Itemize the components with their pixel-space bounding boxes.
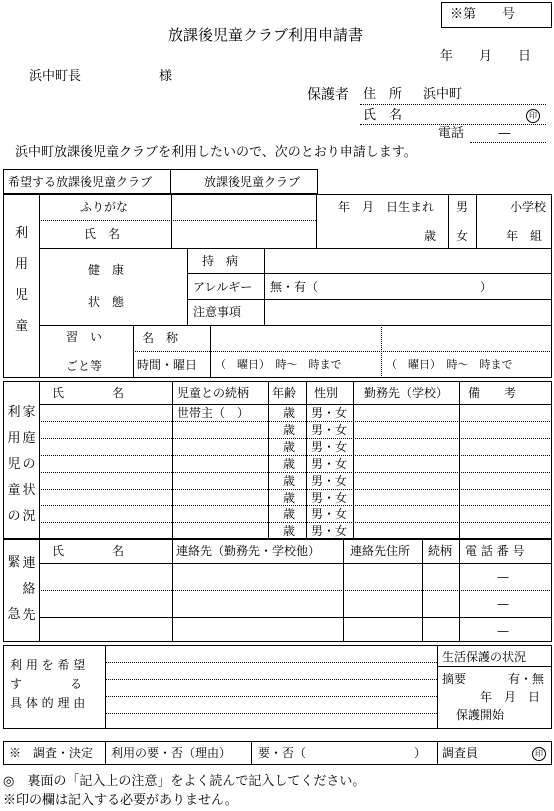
- reason-label-3: 具 体 的 理 由: [10, 696, 86, 710]
- emergency-label-a: 緊: [7, 555, 21, 570]
- family-row-divider: [39, 455, 552, 456]
- family-age-unit[interactable]: 歳: [283, 423, 296, 437]
- grade-label: 年 組: [506, 229, 543, 243]
- lesson-time-1[interactable]: （ 曜日） 時〜 時まで: [215, 358, 342, 371]
- need-value[interactable]: 要・否（: [258, 746, 307, 760]
- welfare-summary: 摘要: [442, 672, 467, 686]
- phone-label: 電話: [438, 126, 465, 141]
- family-age-unit[interactable]: 歳: [283, 507, 296, 521]
- inspector-seal-icon: 印: [532, 746, 546, 761]
- family-row-divider: [39, 505, 552, 506]
- footer-note-2: ※印の欄は記入する必要がありません。: [3, 793, 238, 808]
- illness-label: 持 病: [202, 254, 239, 268]
- head-of-household[interactable]: 世帯主（ ）: [177, 406, 250, 420]
- emergency-phone-dash-2[interactable]: —: [497, 597, 509, 611]
- family-age-unit[interactable]: 歳: [283, 474, 296, 488]
- emergency-header-relation: 続柄: [428, 544, 453, 558]
- family-gender-options[interactable]: 男・女: [311, 474, 348, 488]
- review-label: ※ 調査・決定: [9, 746, 94, 760]
- gender-male[interactable]: 男: [456, 200, 469, 214]
- family-gender-options[interactable]: 男・女: [311, 440, 348, 454]
- child-name-label: 氏 名: [84, 227, 121, 241]
- receipt-number: ※第 号: [450, 7, 516, 22]
- club-value[interactable]: 放課後児童クラブ: [204, 175, 301, 189]
- need-paren-close: ）: [414, 746, 427, 760]
- family-row-divider: [39, 421, 552, 422]
- inspector-label: 調査員: [442, 746, 479, 760]
- gender-female[interactable]: 女: [456, 229, 469, 243]
- emergency-phone-dash-3[interactable]: —: [497, 624, 509, 638]
- allergy-options[interactable]: 無・有（: [270, 280, 319, 294]
- welfare-title: 生活保護の状況: [442, 650, 527, 664]
- form-title: 放課後児童クラブ利用申請書: [168, 26, 364, 44]
- family-header-relation: 児童との続柄: [177, 386, 250, 400]
- family-section-label-b: 家 庭 の 状 況: [22, 405, 36, 524]
- family-age-unit[interactable]: 歳: [283, 524, 296, 538]
- need-label: 利用の要・否（理由）: [111, 746, 232, 760]
- reason-label-1: 利 用 を 希 望: [10, 658, 86, 672]
- family-header-notes: 備 考: [468, 386, 517, 400]
- family-row-divider: [39, 522, 552, 523]
- allergy-paren-close: ）: [480, 280, 493, 294]
- family-age-unit[interactable]: 歳: [283, 491, 296, 505]
- lesson-label-2: ごと等: [66, 359, 103, 373]
- welfare-date[interactable]: 年 月 日: [480, 690, 541, 704]
- lesson-time-label: 時間・曜日: [137, 358, 198, 372]
- family-header-workplace: 勤務先（学校）: [364, 386, 449, 400]
- address-label: 住 所: [363, 87, 403, 102]
- family-header-gender: 性別: [314, 386, 339, 400]
- family-age-unit[interactable]: 歳: [283, 406, 296, 420]
- addressee: 浜中町長 様: [29, 69, 173, 84]
- welfare-options[interactable]: 有・無: [508, 672, 545, 686]
- family-gender-options[interactable]: 男・女: [311, 406, 348, 420]
- guardian-label: 保護者: [307, 87, 349, 103]
- lesson-time-2[interactable]: （ 曜日） 時〜 時まで: [386, 358, 513, 371]
- seal-icon: 印: [526, 108, 540, 123]
- family-section-label-a: 利 用 児 童 の: [7, 405, 21, 524]
- furigana-label: ふりがな: [80, 200, 129, 214]
- welfare-start: 保護開始: [456, 708, 505, 722]
- family-gender-options[interactable]: 男・女: [311, 507, 348, 521]
- family-gender-options[interactable]: 男・女: [311, 457, 348, 471]
- address-line: [360, 104, 546, 105]
- family-row-divider: [39, 438, 552, 439]
- footer-note-1: ◎ 裏面の「記入上の注意」をよく読んで記入してください。: [3, 774, 366, 789]
- family-gender-options[interactable]: 男・女: [311, 524, 348, 538]
- emergency-header-contact: 連絡先（勤務先・学校他）: [176, 544, 321, 558]
- lesson-name-label: 名 称: [142, 331, 179, 345]
- lesson-label-1: 習 い: [66, 330, 103, 344]
- emergency-header-address: 連絡先住所: [350, 544, 411, 558]
- club-label: 希望する放課後児童クラブ: [8, 175, 153, 189]
- emergency-label-c: 急: [7, 607, 21, 622]
- phone-dash: —: [498, 126, 511, 141]
- allergy-label: アレルギー: [193, 280, 253, 294]
- reason-label-2: す る: [10, 677, 83, 691]
- family-age-unit[interactable]: 歳: [283, 440, 296, 454]
- intro-text: 浜中町放課後児童クラブを利用したいので、次のとおり申請します。: [15, 145, 417, 160]
- birth-date[interactable]: 年 月 日生まれ: [338, 200, 435, 214]
- health-label-2: 状 態: [88, 295, 125, 309]
- family-row-divider: [39, 472, 552, 473]
- name-line: [360, 124, 546, 125]
- emergency-label-b: 連 絡 先: [22, 556, 36, 623]
- phone-line[interactable]: [470, 142, 546, 143]
- school-label: 小学校: [510, 200, 547, 214]
- family-gender-options[interactable]: 男・女: [311, 491, 348, 505]
- health-label-1: 健 康: [88, 263, 125, 277]
- address-value[interactable]: 浜中町: [423, 87, 463, 102]
- emergency-header-name: 氏 名: [52, 544, 125, 558]
- family-row-divider: [39, 489, 552, 490]
- age-unit: 歳: [424, 229, 437, 243]
- family-header-name: 氏 名: [52, 386, 125, 400]
- family-age-unit[interactable]: 歳: [283, 457, 296, 471]
- emergency-phone-dash-1[interactable]: —: [497, 570, 509, 584]
- family-header-age: 年齢: [272, 386, 297, 400]
- emergency-header-phone: 電 話 番 号: [465, 544, 525, 558]
- name-label: 氏 名: [363, 108, 403, 123]
- family-gender-options[interactable]: 男・女: [311, 423, 348, 437]
- application-date[interactable]: 年 月 日: [440, 49, 532, 64]
- child-section-label-vertical: 利 用 児 童: [15, 226, 29, 334]
- notes-label: 注意事項: [193, 305, 242, 319]
